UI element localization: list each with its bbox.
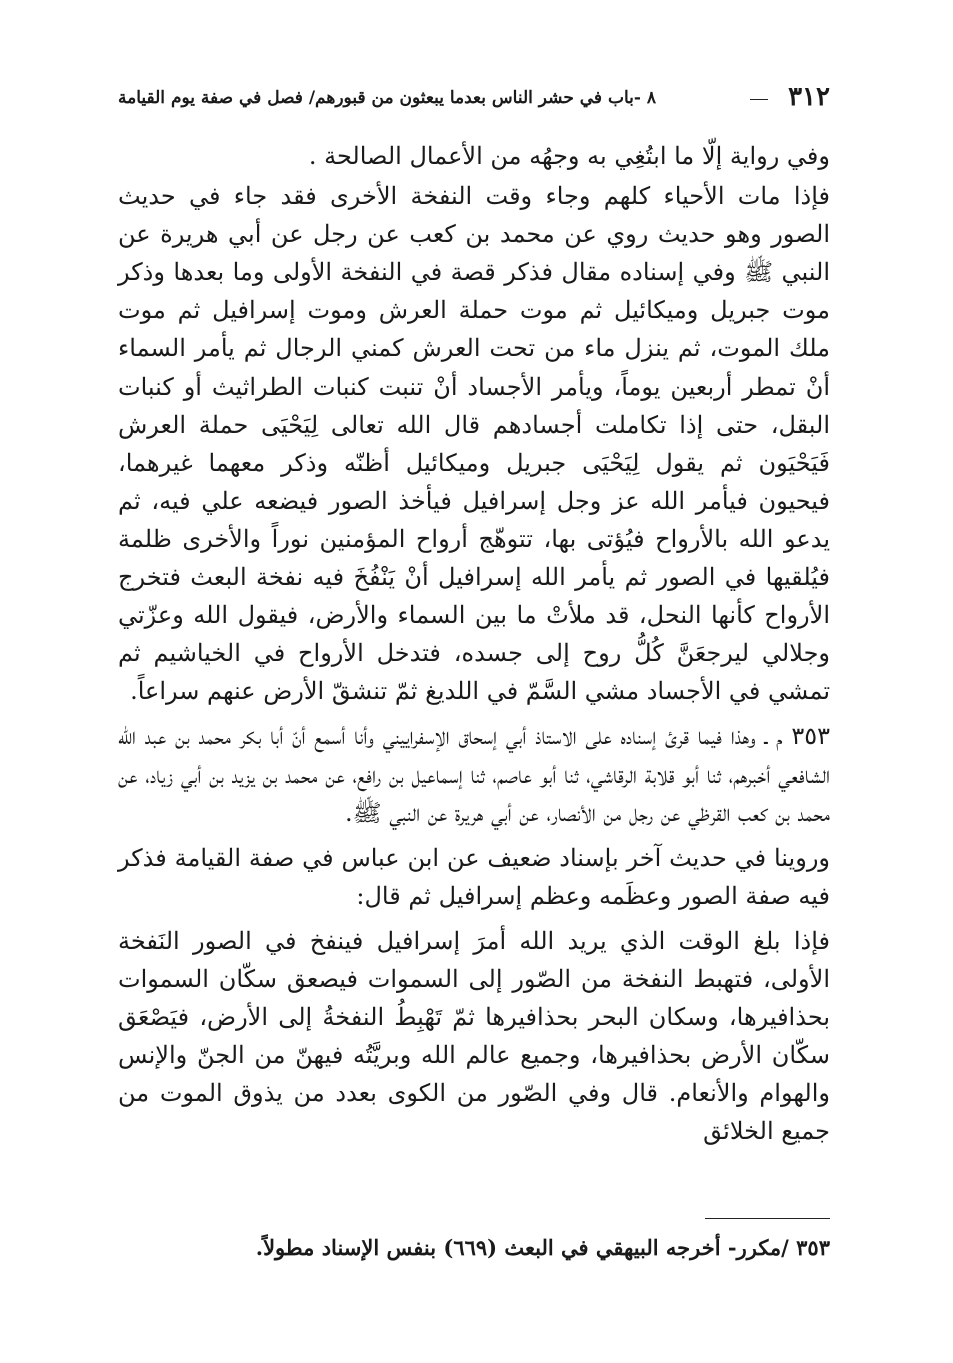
footnote: ٣٥٣ /مكرر- أخرجه البيهقي في البعث (٦٦٩) بنفس الإسناد مطولاً.	[255, 1235, 830, 1260]
paragraph-4: وروينا في حديث آخر بإسناد ضعيف عن ابن عباس في صفة القيامة فذكر فيه صفة الصور وعظَمه وعظم إسرافيل ثم قال:	[118, 843, 830, 910]
page-number: ٣١٢	[788, 82, 830, 112]
paragraph-1: وفي رواية إلّا ما ابتُغِي به وجهُه من الأعمال الصالحة .	[308, 142, 830, 170]
paragraph-3: ٣٥٣ م ـ وهذا فيما قرئ إسناده على الاستاذ أبي إسحاق الإسفراييني وأنا أسمع أنّ أبا بكر محمد بن عبد الله الشافعي أخبرهم، ثنا أبو قلابة الرقاشي، ثنا أبو عاصم، ثنا إسماعيل بن رافع، عن محمد بن يزيد بن أبي زياد، عن محمد بن كعب القرظي عن رجل من الأنصار، عن أبي هريرة عن النبي ﷺ.	[118, 722, 831, 827]
body-text	[118, 137, 830, 1150]
paragraph-5: فإذا بلغ الوقت الذي يريد الله أمرَ إسرافيل فينفخ في الصور النَفخة الأولى، فتهبط النفخة من الصّور إلى السموات فيصعق سكّان السموات بحذافيرها، وسكان البحر بحذافيرها ثمّ تَهْبِطُ النفخةُ إلى الأرض، فيَصْعَق سكّان الأرض بحذافيرها، وجميع عالم الله وبريَّتُه فيهنّ من الجنّ والإنس والهوام والأنعام. قال وفي الصّور من الكوى بعدد من يذوق الموت من جميع الخلائق	[118, 926, 830, 1146]
footnote-rule	[705, 1218, 830, 1219]
running-title: ٨ -باب في حشر الناس بعدما يبعثون من قبورهم/ فصل في صفة يوم القيامة	[118, 88, 657, 108]
paragraph-2: فإذا مات الأحياء كلهم وجاء وقت النفخة الأخرى فقد جاء في حديث الصور وهو حديث روي عن محمد بن كعب عن رجل عن أبي هريرة عن النبي ﷺ وفي إسناده مقال فذكر قصة في النفخة الأولى وما بعدها وذكر موت جبريل وميكائيل ثم موت حملة العرش وموت إسرافيل ثم موت ملك الموت، ثم ينزل ماء من تحت العرش كمني الرجال ثم يأمر السماء أنْ تمطر أربعين يوماً، ويأمر الأجساد أنْ تنبت كنبات الطراثيث أو كنبات البقل، حتى إذا تكاملت أجسادهم قال الله تعالى لِيَحْيَى حملة العرش فَيَحْيَون ثم يقول لِيَحْيَى جبريل وميكائيل أظنّه وذكر معهما غيرهما، فيحيون فيأمر الله عز وجل إسرافيل فيأخذ الصور فيضعه علي فيه، ثم يدعو الله بالأرواح فيُؤتى بها، تتوهّج أرواح المؤمنين نوراً والأخرى ظلمة فيُلقيها في الصور ثم يأمر الله إسرافيل أنْ يَنْفُخَ فيه نفخة البعث فتخرج الأرواح كأنها النحل، قد ملأتْ ما بين السماء والأرض، فيقول الله وعزّتي وجلالي ليرجعَنَّ كُلُّ روح إلى جسده، فتدخل الأرواح في الخياشيم ثم تمشي في الأجساد مشي السَّمّ في اللديغ ثمّ تنشقّ الأرض عنهم سراعاً.	[118, 182, 831, 706]
header-rule	[750, 99, 768, 100]
running-header	[118, 82, 830, 112]
